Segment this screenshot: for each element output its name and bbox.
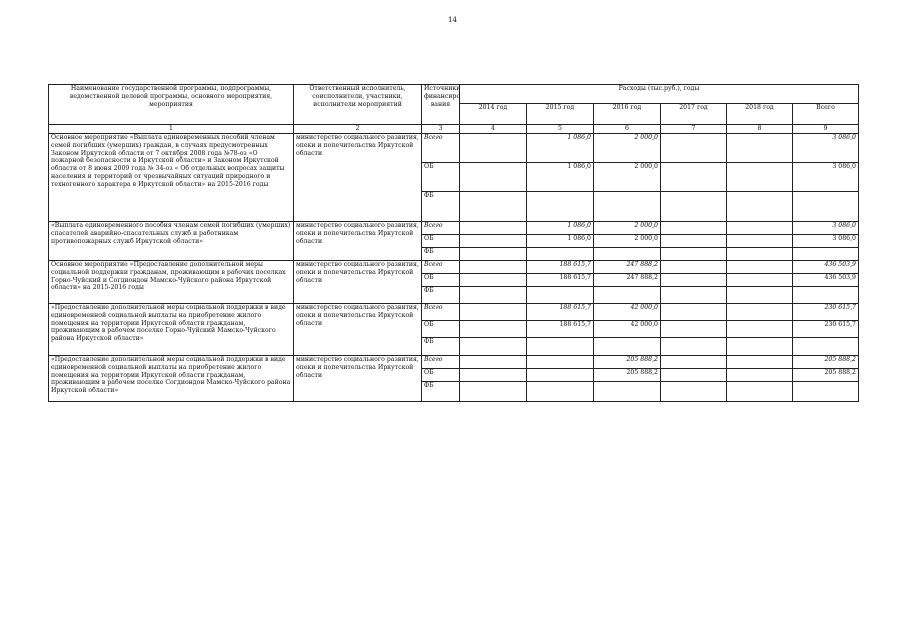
- year-value: [460, 163, 527, 192]
- year-value: [727, 192, 793, 222]
- total-value: 230 615,7: [793, 304, 859, 321]
- year-value: [527, 369, 594, 382]
- year-value: [661, 382, 727, 402]
- year-value: [727, 274, 793, 287]
- year-value: [460, 274, 527, 287]
- measure-name: «Выплата единовременного пособия членам семей погибших (умерших) спасателей аварийно-спасательных служб и работникам противопожарных служб Иркутской области»: [49, 222, 294, 261]
- total-value: [793, 287, 859, 304]
- year-value: 42 000,0: [594, 321, 661, 338]
- year-value: [661, 321, 727, 338]
- year-value: [661, 235, 727, 248]
- year-value: [527, 192, 594, 222]
- funding-source: ОБ: [422, 321, 460, 338]
- year-value: [727, 261, 793, 274]
- year-value: [661, 192, 727, 222]
- year-value: [661, 248, 727, 261]
- year-value: [727, 287, 793, 304]
- column-number: 9: [793, 125, 859, 134]
- total-value: [793, 382, 859, 402]
- year-value: [727, 321, 793, 338]
- year-value: [727, 248, 793, 261]
- header-source: Источники финансиро вания: [422, 85, 460, 125]
- total-value: [793, 248, 859, 261]
- year-value: 247 888,2: [594, 274, 661, 287]
- funding-source: Всего: [422, 356, 460, 369]
- funding-source: Всего: [422, 222, 460, 235]
- measure-name: «Предоставление дополнительной меры социальной поддержки в виде единовременной социальной выплаты на приобретение жилого помещения на территории Иркутской области гражданам, проживающим в рабочем поселке Согдиондон Мамско-Чуйского района Иркутской области»: [49, 356, 294, 402]
- year-value: [460, 235, 527, 248]
- measure-name: Основное мероприятие «Предоставление дополнительной меры социальной поддержки гражданам, проживающим в рабочих поселках Горно-Чуйский и Согдиондон Мамско-Чуйского района Иркутской области» на 2015-2016 годы: [49, 261, 294, 304]
- year-value: [661, 261, 727, 274]
- total-value: 3 086,0: [793, 235, 859, 248]
- year-value: 2 000,0: [594, 163, 661, 192]
- year-value: 42 000,0: [594, 304, 661, 321]
- year-value: 1 086,0: [527, 222, 594, 235]
- column-number: 4: [460, 125, 527, 134]
- year-value: 188 615,7: [527, 274, 594, 287]
- funding-source: ФБ: [422, 338, 460, 356]
- year-value: [594, 287, 661, 304]
- total-value: 205 888,2: [793, 369, 859, 382]
- year-value: 1 086,0: [527, 235, 594, 248]
- year-value: [594, 382, 661, 402]
- year-value: [527, 287, 594, 304]
- year-value: [460, 369, 527, 382]
- year-value: 2 000,0: [594, 222, 661, 235]
- table-row: [49, 304, 859, 321]
- responsible-executor: министерство социального развития, опеки и попечительства Иркутской области: [294, 134, 422, 222]
- funding-source: ОБ: [422, 163, 460, 192]
- header-expenses: Расходы (тыс.руб.), годы: [460, 85, 859, 104]
- total-value: 3 086,0: [793, 134, 859, 163]
- total-value: 436 503,9: [793, 274, 859, 287]
- year-value: [661, 369, 727, 382]
- total-value: [793, 338, 859, 356]
- year-value: [460, 304, 527, 321]
- header-year: 2016 год: [594, 104, 661, 125]
- year-value: 2 000,0: [594, 235, 661, 248]
- year-value: [727, 338, 793, 356]
- header-total: Всего: [793, 104, 859, 125]
- measure-name: «Предоставление дополнительной меры социальной поддержки в виде единовременной социальной выплаты на приобретение жилого помещения на территории Иркутской области гражданам, проживающим в рабочем поселке Горно-Чуйский Мамско-Чуйского района Иркутской области»: [49, 304, 294, 356]
- year-value: [527, 356, 594, 369]
- year-value: [661, 134, 727, 163]
- funding-source: ОБ: [422, 369, 460, 382]
- funding-source: Всего: [422, 134, 460, 163]
- year-value: [460, 356, 527, 369]
- year-value: 1 086,0: [527, 134, 594, 163]
- funding-source: ОБ: [422, 235, 460, 248]
- year-value: [661, 287, 727, 304]
- responsible-executor: министерство социального развития, опеки и попечительства Иркутской области: [294, 222, 422, 261]
- header-year: 2014 год: [460, 104, 527, 125]
- funding-source: ОБ: [422, 274, 460, 287]
- year-value: [460, 261, 527, 274]
- total-value: 3 086,0: [793, 222, 859, 235]
- year-value: [527, 338, 594, 356]
- responsible-executor: министерство социального развития, опеки и попечительства Иркутской области: [294, 356, 422, 402]
- table-row: [49, 356, 859, 369]
- funding-source: ФБ: [422, 287, 460, 304]
- funding-source: Всего: [422, 304, 460, 321]
- total-value: 230 615,7: [793, 321, 859, 338]
- year-value: [460, 134, 527, 163]
- year-value: [727, 304, 793, 321]
- year-value: [460, 287, 527, 304]
- year-value: [727, 134, 793, 163]
- budget-table: [48, 84, 859, 402]
- header-year: 2018 год: [727, 104, 793, 125]
- total-value: 3 086,0: [793, 163, 859, 192]
- header-responsible: Ответственный исполнитель, соисполнители, участники, исполнители мероприятий: [294, 85, 422, 125]
- year-value: [727, 356, 793, 369]
- header-row: [49, 85, 859, 104]
- year-value: [460, 338, 527, 356]
- column-number: 8: [727, 125, 793, 134]
- header-year: 2015 год: [527, 104, 594, 125]
- year-value: [594, 192, 661, 222]
- year-value: [460, 222, 527, 235]
- year-value: [661, 338, 727, 356]
- responsible-executor: министерство социального развития, опеки и попечительства Иркутской области: [294, 261, 422, 304]
- year-value: 1 086,0: [527, 163, 594, 192]
- table-row: [49, 261, 859, 274]
- year-value: 2 000,0: [594, 134, 661, 163]
- header-name: Наименование государственной программы, подпрограммы, ведомственной целевой программы, основного мероприятия, мероприятия: [49, 85, 294, 125]
- column-number: 1: [49, 125, 294, 134]
- year-value: [460, 248, 527, 261]
- column-number-row: [49, 125, 859, 134]
- total-value: 205 888,2: [793, 356, 859, 369]
- year-value: 188 615,7: [527, 321, 594, 338]
- year-value: 205 888,2: [594, 369, 661, 382]
- year-value: [460, 192, 527, 222]
- column-number: 5: [527, 125, 594, 134]
- table-row: [49, 134, 859, 163]
- year-value: [594, 338, 661, 356]
- column-number: 2: [294, 125, 422, 134]
- funding-source: ФБ: [422, 192, 460, 222]
- year-value: [727, 235, 793, 248]
- funding-source: ФБ: [422, 248, 460, 261]
- year-value: 188 615,7: [527, 261, 594, 274]
- year-value: [727, 222, 793, 235]
- column-number: 3: [422, 125, 460, 134]
- page-number: 14: [448, 16, 457, 24]
- year-value: [727, 382, 793, 402]
- year-value: [661, 304, 727, 321]
- funding-source: Всего: [422, 261, 460, 274]
- year-value: [661, 222, 727, 235]
- column-number: 6: [594, 125, 661, 134]
- year-value: [460, 321, 527, 338]
- year-value: [661, 163, 727, 192]
- year-value: [661, 274, 727, 287]
- year-value: [527, 248, 594, 261]
- total-value: 436 503,9: [793, 261, 859, 274]
- total-value: [793, 192, 859, 222]
- header-year: 2017 год: [661, 104, 727, 125]
- year-value: [727, 163, 793, 192]
- year-value: 188 615,7: [527, 304, 594, 321]
- year-value: [661, 356, 727, 369]
- table-row: [49, 222, 859, 235]
- year-value: [594, 248, 661, 261]
- measure-name: Основное мероприятие «Выплата единовременных пособий членам семей погибших (умерших) граждан, в случаях предусмотренных Законом Иркутской области от 7 октября 2008 года №78-оз «О пожарной безопасности в Иркутской области» и Законом Иркутской области от 8 июня 2009 года № 34-оз « Об отдельных вопросах защиты населения и территорий от чрезвычайных ситуаций природного и техногенного характера в Иркутской области» на 2015-2016 годы: [49, 134, 294, 222]
- responsible-executor: министерство социального развития, опеки и попечительства Иркутской области: [294, 304, 422, 356]
- funding-source: ФБ: [422, 382, 460, 402]
- year-value: [460, 382, 527, 402]
- year-value: 247 888,2: [594, 261, 661, 274]
- year-value: 205 888,2: [594, 356, 661, 369]
- year-value: [727, 369, 793, 382]
- year-value: [527, 382, 594, 402]
- column-number: 7: [661, 125, 727, 134]
